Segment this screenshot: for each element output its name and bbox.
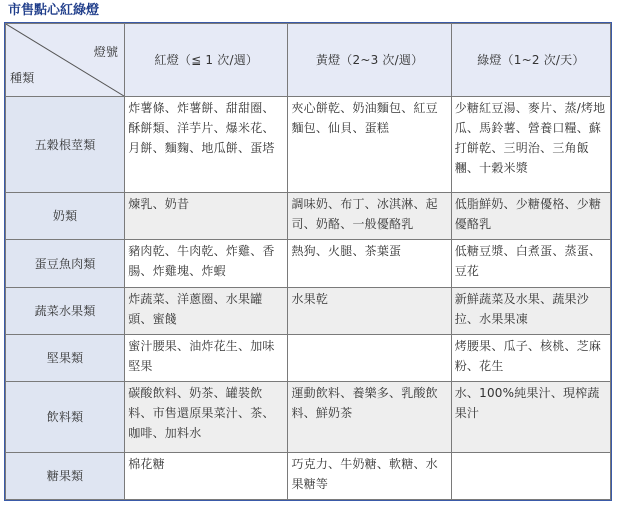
category-cell: 奶類 — [6, 193, 124, 239]
green-cell: 烤腰果、瓜子、核桃、芝麻粉、花生 — [452, 335, 610, 381]
snack-traffic-light-table — [5, 23, 611, 500]
green-cell: 新鮮蔬菜及水果、蔬果沙拉、水果果凍 — [452, 288, 610, 334]
red-cell: 碳酸飲料、奶茶、罐裝飲料、市售還原果菜汁、茶、咖啡、加料水 — [125, 382, 287, 451]
red-cell: 炸薯條、炸薯餅、甜甜圈、酥餅類、洋芋片、爆米花、月餅、麵麴、地瓜餅、蛋塔 — [125, 97, 287, 192]
table-row — [6, 193, 610, 239]
red-cell: 豬肉乾、牛肉乾、炸雞、香腸、炸雞塊、炸蝦 — [125, 240, 287, 286]
table-row — [6, 240, 610, 286]
yellow-cell: 運動飲料、養樂多、乳酸飲料、鮮奶茶 — [288, 382, 450, 451]
table-row — [6, 382, 610, 451]
red-cell: 炸蔬菜、洋蔥圈、水果罐頭、蜜餞 — [125, 288, 287, 334]
corner-header — [6, 24, 124, 96]
table-row — [6, 335, 610, 381]
yellow-cell: 水果乾 — [288, 288, 450, 334]
category-cell: 五穀根莖類 — [6, 97, 124, 192]
green-cell: 水、100%純果汁、現榨蔬果汁 — [452, 382, 610, 451]
table-row — [6, 288, 610, 334]
category-cell: 蛋豆魚肉類 — [6, 240, 124, 286]
category-cell: 糖果類 — [6, 453, 124, 499]
corner-label-light: 燈號 — [93, 45, 119, 59]
category-cell: 蔬菜水果類 — [6, 288, 124, 334]
green-cell: 低糖豆漿、白煮蛋、蒸蛋、豆花 — [452, 240, 610, 286]
column-header-red: 紅燈（≦ 1 次/週） — [125, 24, 287, 96]
green-cell — [452, 453, 610, 499]
yellow-cell: 熱狗、火腿、茶葉蛋 — [288, 240, 450, 286]
yellow-cell: 巧克力、牛奶糖、軟糖、水果糖等 — [288, 453, 450, 499]
yellow-cell — [288, 335, 450, 381]
red-cell: 棉花糖 — [125, 453, 287, 499]
column-header-green: 綠燈（1~2 次/天） — [452, 24, 610, 96]
header-row — [6, 24, 610, 96]
column-header-yellow: 黃燈（2~3 次/週） — [288, 24, 450, 96]
table-row — [6, 453, 610, 499]
category-cell: 堅果類 — [6, 335, 124, 381]
red-cell: 蜜汁腰果、油炸花生、加味堅果 — [125, 335, 287, 381]
green-cell: 低脂鮮奶、少糖優格、少糖優酪乳 — [452, 193, 610, 239]
table-row — [6, 97, 610, 192]
yellow-cell: 調味奶、布丁、冰淇淋、起司、奶酪、一般優酪乳 — [288, 193, 450, 239]
corner-label-category: 種類 — [10, 71, 35, 86]
page-title: 市售點心紅綠燈 — [8, 3, 100, 18]
category-cell: 飲料類 — [6, 382, 124, 451]
red-cell: 煉乳、奶昔 — [125, 193, 287, 239]
yellow-cell: 夾心餅乾、奶油麵包、紅豆麵包、仙貝、蛋糕 — [288, 97, 450, 192]
green-cell: 少糖紅豆湯、麥片、蒸/烤地瓜、馬鈴薯、營養口糧、蘇打餅乾、三明治、三角飯糰、十穀米漿 — [452, 97, 610, 192]
table-frame — [4, 22, 612, 501]
